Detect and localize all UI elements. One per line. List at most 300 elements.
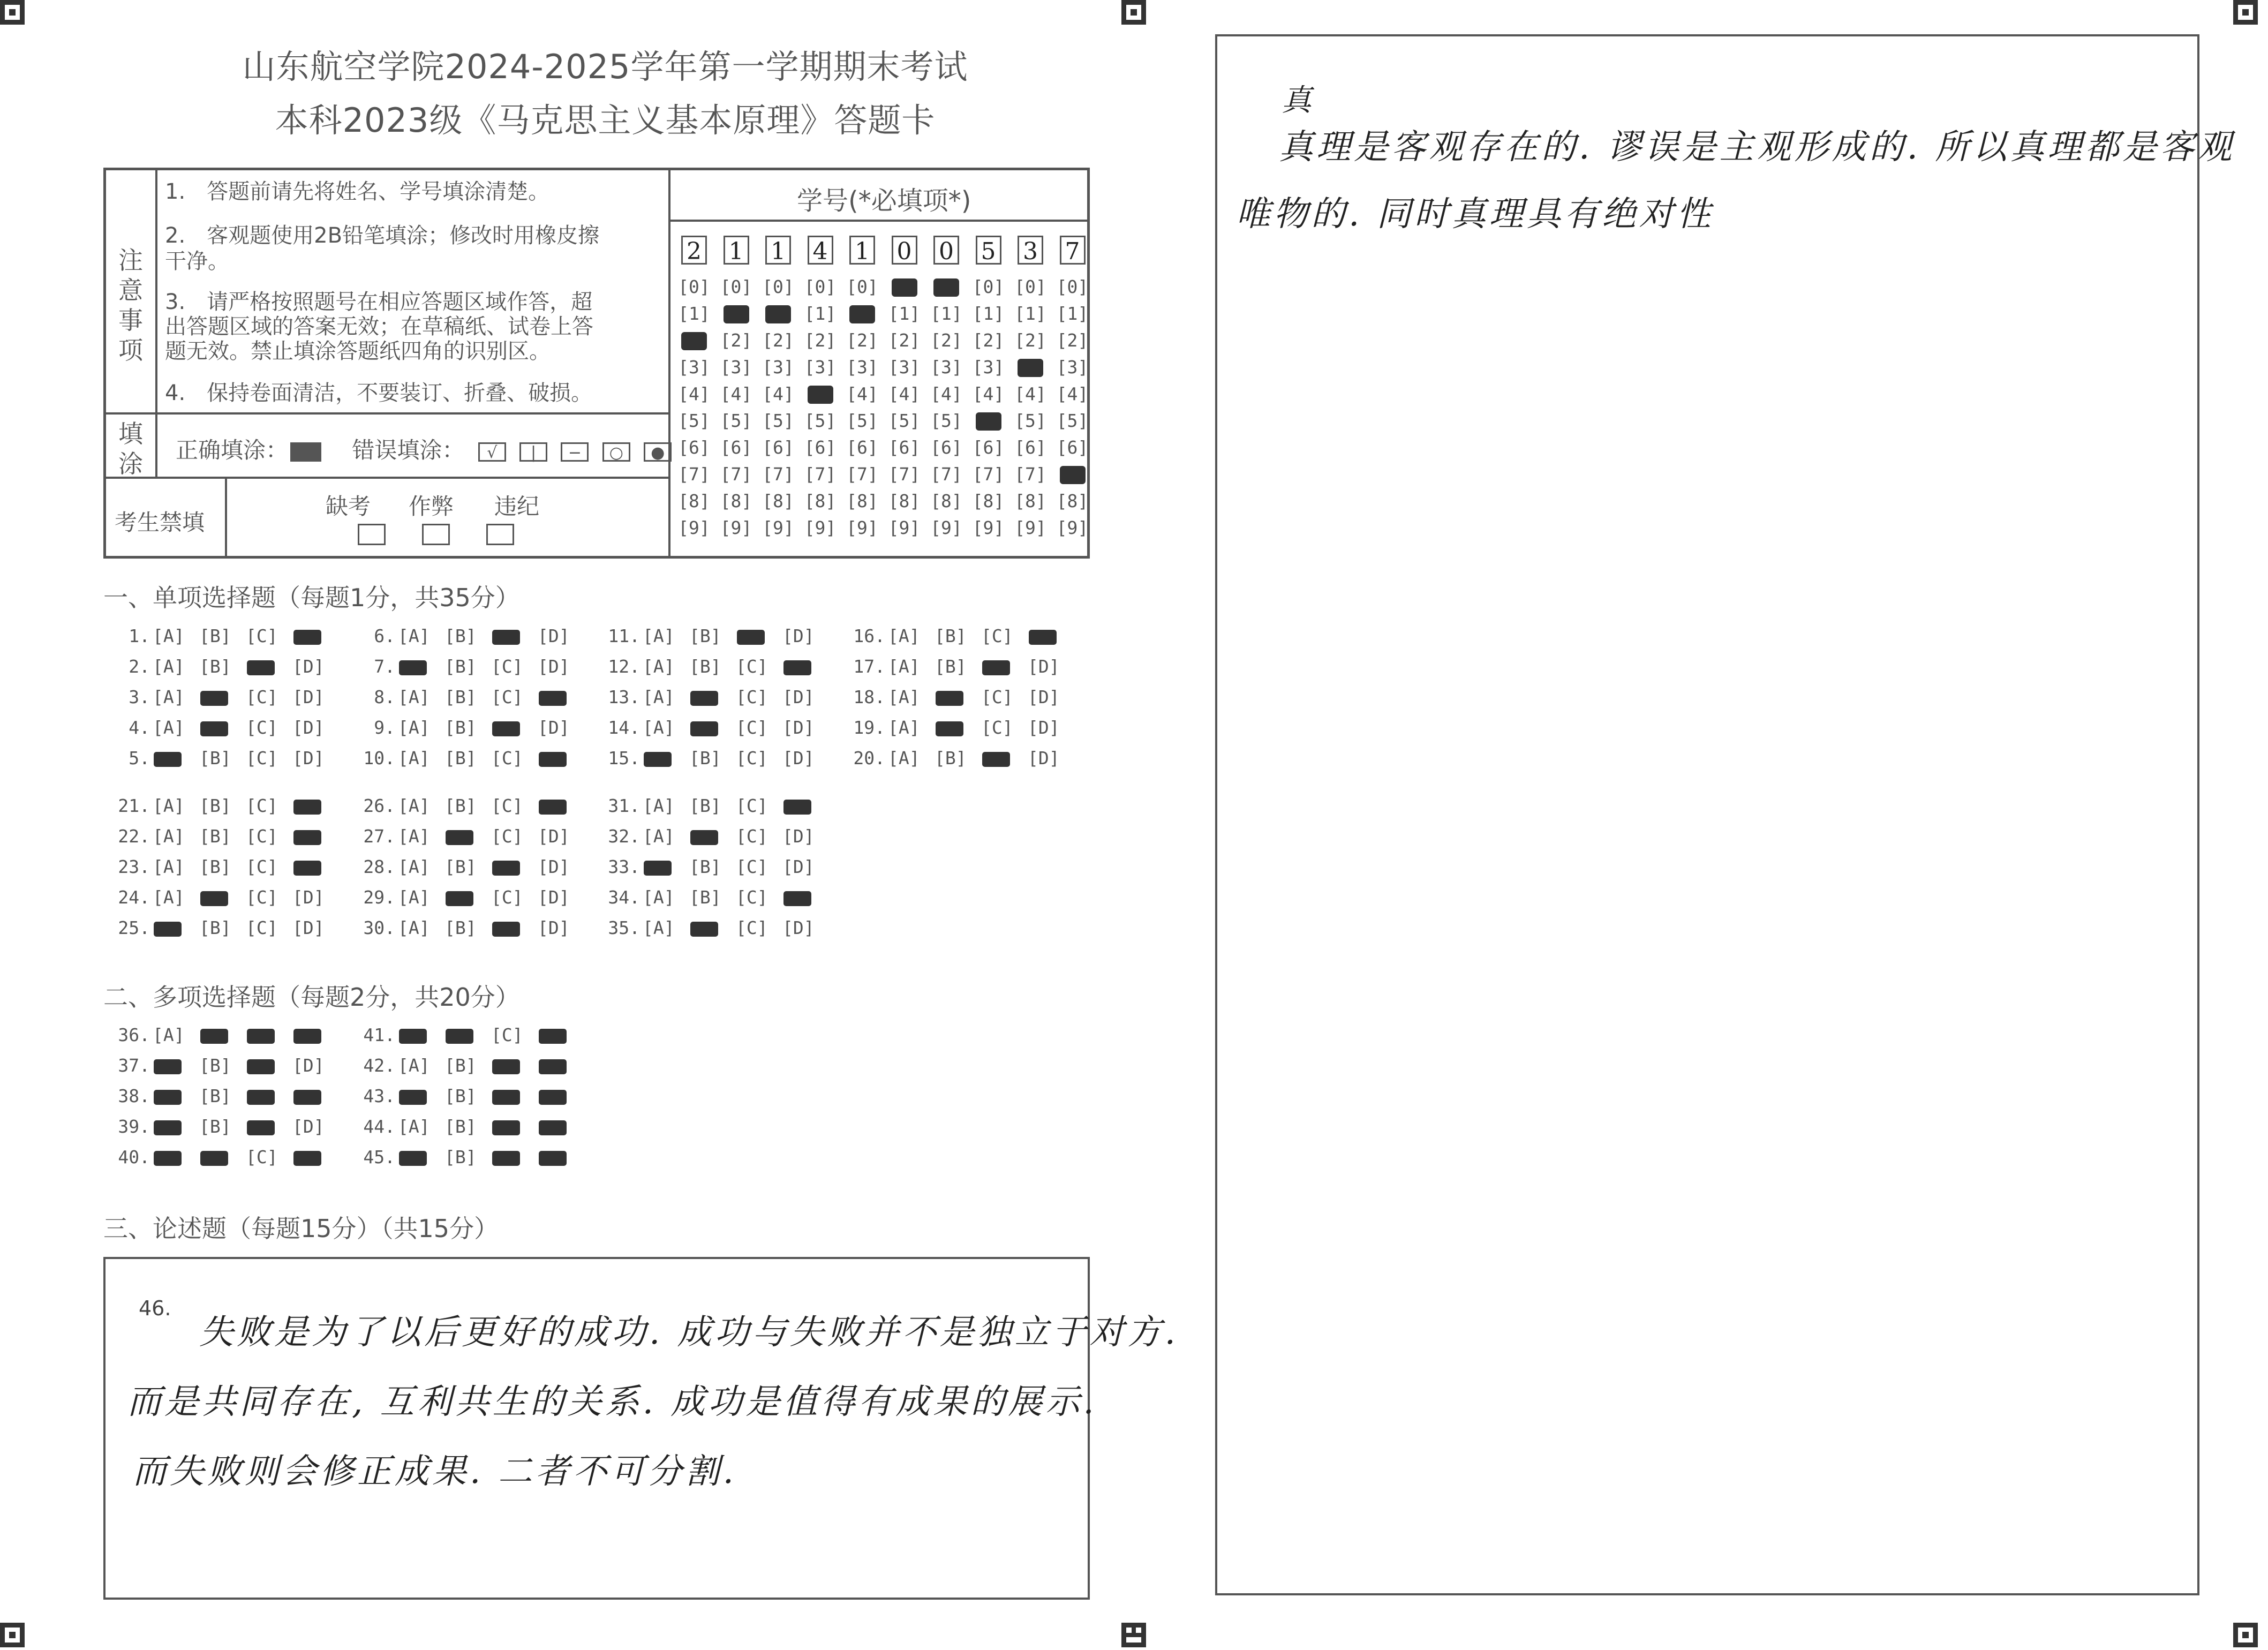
answer-bubble[interactable]: [D] — [538, 917, 570, 938]
answer-bubble-filled[interactable] — [200, 691, 228, 706]
student-id-bubble[interactable]: [7] — [804, 464, 837, 485]
answer-bubble[interactable]: [A] — [398, 626, 430, 646]
student-id-bubble[interactable]: [2] — [1056, 330, 1089, 351]
answer-bubble-filled[interactable] — [247, 660, 275, 675]
student-id-bubble[interactable]: [1] — [972, 303, 1005, 324]
answer-bubble[interactable]: [A] — [643, 656, 675, 677]
student-id-bubble[interactable]: [7] — [762, 464, 794, 485]
answer-bubble[interactable]: [D] — [782, 917, 815, 938]
answer-bubble-filled[interactable] — [690, 691, 718, 706]
question-number: 8. — [374, 687, 395, 707]
answer-bubble-filled[interactable] — [154, 922, 182, 937]
answer-bubble[interactable]: [B] — [444, 656, 477, 677]
student-id-bubble[interactable]: [7] — [846, 464, 878, 485]
answer-bubble[interactable]: [C] — [736, 826, 768, 847]
answer-bubble-filled[interactable] — [644, 861, 672, 876]
answer-bubble[interactable]: [C] — [491, 687, 523, 707]
forbidden-violation-box[interactable] — [486, 524, 514, 545]
student-id-bubble[interactable]: [9] — [888, 517, 921, 538]
student-id-bubble[interactable]: [5] — [720, 410, 752, 431]
answer-bubble[interactable]: [C] — [736, 856, 768, 877]
answer-bubble-filled[interactable] — [539, 1090, 567, 1105]
student-id-bubble-filled[interactable] — [765, 305, 791, 323]
answer-bubble[interactable]: [A] — [643, 626, 675, 646]
answer-bubble-filled[interactable] — [200, 721, 228, 736]
answer-bubble-filled[interactable] — [446, 1029, 473, 1044]
answer-bubble-filled[interactable] — [446, 891, 473, 906]
answer-bubble-filled[interactable] — [783, 800, 811, 815]
answer-bubble-filled[interactable] — [690, 721, 718, 736]
student-id-bubble[interactable]: [9] — [762, 517, 794, 538]
answer-bubble-filled[interactable] — [247, 1059, 275, 1074]
student-id-bubble[interactable]: [1] — [1056, 303, 1089, 324]
student-id-bubble[interactable]: [2] — [804, 330, 837, 351]
student-id-bubble[interactable]: [6] — [888, 437, 921, 458]
answer-bubble-filled[interactable] — [783, 891, 811, 906]
student-id-bubble[interactable]: [3] — [972, 357, 1005, 378]
student-id-bubble[interactable]: [5] — [762, 410, 794, 431]
answer-bubble-filled[interactable] — [492, 861, 520, 876]
answer-bubble[interactable]: [B] — [935, 656, 967, 677]
student-id-bubble[interactable]: [8] — [804, 491, 837, 511]
answer-bubble[interactable]: [A] — [398, 1055, 430, 1076]
answer-bubble-filled[interactable] — [200, 891, 228, 906]
student-id-bubble[interactable]: [9] — [1014, 517, 1046, 538]
answer-bubble[interactable]: [B] — [689, 626, 721, 646]
student-id-bubble[interactable]: [5] — [888, 410, 921, 431]
answer-bubble-filled[interactable] — [492, 630, 520, 645]
answer-bubble[interactable]: [C] — [246, 687, 278, 707]
answer-bubble[interactable]: [B] — [199, 656, 231, 677]
answer-bubble[interactable]: [D] — [782, 687, 815, 707]
answer-bubble-filled[interactable] — [783, 660, 811, 675]
student-id-bubble[interactable]: [3] — [930, 357, 962, 378]
student-id-bubble[interactable]: [1] — [930, 303, 962, 324]
answer-bubble[interactable]: [A] — [643, 887, 675, 908]
student-id-bubble-filled[interactable] — [681, 332, 707, 350]
answer-bubble[interactable]: [C] — [736, 887, 768, 908]
answer-bubble[interactable]: [B] — [444, 1147, 477, 1167]
answer-bubble-filled[interactable] — [154, 1059, 182, 1074]
answer-bubble-filled[interactable] — [293, 800, 321, 815]
answer-bubble[interactable]: [D] — [1028, 717, 1060, 738]
student-id-bubble[interactable]: [3] — [804, 357, 837, 378]
answer-bubble[interactable]: [A] — [153, 795, 185, 816]
student-id-bubble[interactable]: [0] — [1014, 276, 1046, 297]
essay-line-3: 而失败则会修正成果. 二者不可分割. — [132, 1452, 737, 1491]
student-id-bubble[interactable]: [8] — [678, 491, 710, 511]
question-number: 11. — [608, 626, 640, 646]
answer-bubble[interactable]: [A] — [888, 687, 920, 707]
student-id-bubble[interactable]: [6] — [804, 437, 837, 458]
answer-bubble[interactable]: [B] — [444, 1116, 477, 1137]
answer-bubble[interactable]: [C] — [246, 1147, 278, 1167]
answer-bubble[interactable]: [B] — [689, 795, 721, 816]
answer-bubble-filled[interactable] — [399, 660, 427, 675]
answer-bubble-filled[interactable] — [690, 922, 718, 937]
answer-bubble-filled[interactable] — [492, 1059, 520, 1074]
student-id-bubble[interactable]: [8] — [846, 491, 878, 511]
student-id-bubble-filled[interactable] — [849, 305, 875, 323]
answer-bubble[interactable]: [D] — [538, 856, 570, 877]
answer-bubble[interactable]: [D] — [782, 826, 815, 847]
answer-bubble[interactable]: [B] — [199, 1086, 231, 1106]
student-id-bubble[interactable]: [6] — [762, 437, 794, 458]
answer-bubble[interactable]: [A] — [153, 856, 185, 877]
answer-bubble[interactable]: [A] — [888, 656, 920, 677]
answer-bubble[interactable]: [D] — [782, 856, 815, 877]
student-id-bubble[interactable]: [4] — [1014, 383, 1046, 404]
student-id-bubble-filled[interactable] — [1060, 466, 1086, 484]
answer-bubble[interactable]: [B] — [444, 1055, 477, 1076]
student-id-bubble[interactable]: [0] — [972, 276, 1005, 297]
answer-bubble[interactable]: [B] — [199, 795, 231, 816]
answer-bubble[interactable]: [C] — [736, 748, 768, 769]
answer-bubble-filled[interactable] — [539, 1029, 567, 1044]
answer-bubble[interactable]: [C] — [246, 856, 278, 877]
answer-bubble[interactable]: [A] — [153, 656, 185, 677]
answer-bubble[interactable]: [C] — [736, 687, 768, 707]
answer-bubble-filled[interactable] — [293, 1090, 321, 1105]
answer-bubble-filled[interactable] — [1029, 630, 1057, 645]
student-id-bubble[interactable]: [7] — [678, 464, 710, 485]
answer-bubble[interactable]: [C] — [246, 917, 278, 938]
answer-bubble[interactable]: [A] — [643, 687, 675, 707]
answer-bubble[interactable]: [C] — [736, 717, 768, 738]
student-id-digit-5: 1 — [849, 236, 875, 265]
answer-bubble[interactable]: [A] — [643, 717, 675, 738]
answer-bubble[interactable]: [D] — [538, 717, 570, 738]
answer-bubble-filled[interactable] — [293, 861, 321, 876]
student-id-bubble[interactable]: [9] — [720, 517, 752, 538]
student-id-bubble[interactable]: [4] — [972, 383, 1005, 404]
student-id-bubble[interactable]: [6] — [930, 437, 962, 458]
answer-bubble[interactable]: [A] — [643, 795, 675, 816]
answer-bubble[interactable]: [B] — [689, 887, 721, 908]
answer-bubble[interactable]: [A] — [153, 687, 185, 707]
student-id-bubble[interactable]: [7] — [1014, 464, 1046, 485]
student-id-bubble[interactable]: [9] — [678, 517, 710, 538]
answer-bubble-filled[interactable] — [644, 752, 672, 767]
answer-bubble[interactable]: [C] — [246, 626, 278, 646]
answer-bubble[interactable]: [A] — [398, 795, 430, 816]
student-id-bubble[interactable]: [2] — [1014, 330, 1046, 351]
answer-bubble[interactable]: [D] — [292, 687, 325, 707]
answer-bubble[interactable]: [B] — [444, 748, 477, 769]
answer-bubble[interactable]: [D] — [1028, 748, 1060, 769]
answer-bubble[interactable]: [A] — [398, 887, 430, 908]
student-id-bubble[interactable]: [2] — [888, 330, 921, 351]
answer-bubble[interactable]: [C] — [981, 717, 1013, 738]
student-id-bubble[interactable]: [2] — [846, 330, 878, 351]
answer-bubble[interactable]: [A] — [153, 887, 185, 908]
student-id-bubble[interactable]: [2] — [930, 330, 962, 351]
answer-bubble[interactable]: [A] — [153, 826, 185, 847]
student-id-bubble[interactable]: [0] — [1056, 276, 1089, 297]
answer-bubble[interactable]: [C] — [981, 687, 1013, 707]
student-id-bubble[interactable]: [2] — [762, 330, 794, 351]
question-number: 42. — [363, 1055, 395, 1076]
student-id-bubble[interactable]: [2] — [720, 330, 752, 351]
student-id-bubble[interactable]: [9] — [930, 517, 962, 538]
student-id-bubble[interactable]: [8] — [762, 491, 794, 511]
answer-bubble[interactable]: [C] — [736, 917, 768, 938]
student-id-bubble[interactable]: [9] — [804, 517, 837, 538]
student-id-bubble[interactable]: [8] — [930, 491, 962, 511]
student-id-bubble[interactable]: [7] — [888, 464, 921, 485]
student-id-bubble[interactable]: [6] — [846, 437, 878, 458]
answer-bubble[interactable]: [B] — [444, 917, 477, 938]
answer-bubble-filled[interactable] — [200, 1151, 228, 1166]
student-id-bubble[interactable]: [9] — [846, 517, 878, 538]
student-id-bubble-filled[interactable] — [1018, 359, 1043, 377]
answer-bubble[interactable]: [A] — [888, 748, 920, 769]
question-number: 41. — [363, 1024, 395, 1045]
student-id-bubble[interactable]: [0] — [846, 276, 878, 297]
wrong-mark-check: √ — [478, 442, 506, 462]
answer-bubble[interactable]: [B] — [444, 795, 477, 816]
student-id-bubble[interactable]: [3] — [720, 357, 752, 378]
answer-bubble[interactable]: [B] — [935, 748, 967, 769]
answer-bubble[interactable]: [B] — [444, 626, 477, 646]
answer-bubble[interactable]: [A] — [398, 826, 430, 847]
answer-bubble[interactable]: [D] — [292, 917, 325, 938]
answer-bubble[interactable]: [D] — [292, 656, 325, 677]
answer-bubble[interactable]: [C] — [491, 795, 523, 816]
student-id-bubble[interactable]: [3] — [846, 357, 878, 378]
answer-bubble-filled[interactable] — [154, 752, 182, 767]
answer-bubble[interactable]: [D] — [538, 887, 570, 908]
student-id-bubble[interactable]: [7] — [972, 464, 1005, 485]
answer-bubble-filled[interactable] — [154, 1120, 182, 1135]
answer-bubble[interactable]: [B] — [199, 626, 231, 646]
student-id-bubble[interactable]: [8] — [1056, 491, 1089, 511]
answer-bubble-filled[interactable] — [539, 752, 567, 767]
student-id-bubble[interactable]: [3] — [888, 357, 921, 378]
answer-bubble[interactable]: [D] — [782, 717, 815, 738]
student-id-bubble[interactable]: [6] — [972, 437, 1005, 458]
answer-bubble[interactable]: [D] — [538, 826, 570, 847]
answer-bubble[interactable]: [D] — [782, 748, 815, 769]
answer-bubble-filled[interactable] — [539, 1120, 567, 1135]
student-id-bubble[interactable]: [0] — [762, 276, 794, 297]
student-id-bubble[interactable]: [9] — [972, 517, 1005, 538]
answer-bubble[interactable]: [D] — [292, 748, 325, 769]
student-id-bubble[interactable]: [3] — [762, 357, 794, 378]
student-id-bubble-filled[interactable] — [808, 386, 833, 404]
answer-bubble[interactable]: [B] — [444, 717, 477, 738]
answer-bubble[interactable]: [C] — [491, 656, 523, 677]
student-id-bubble[interactable]: [0] — [678, 276, 710, 297]
student-id-bubble[interactable]: [6] — [720, 437, 752, 458]
answer-bubble[interactable]: [A] — [398, 1116, 430, 1137]
answer-bubble[interactable]: [D] — [1028, 687, 1060, 707]
student-id-bubble[interactable]: [5] — [678, 410, 710, 431]
answer-bubble[interactable]: [C] — [981, 626, 1013, 646]
student-id-bubble-filled[interactable] — [892, 278, 917, 297]
student-id-bubble[interactable]: [5] — [1056, 410, 1089, 431]
info-box — [103, 168, 1090, 559]
answer-bubble[interactable]: [A] — [398, 687, 430, 707]
corner-marker-bottom-left — [0, 1623, 25, 1647]
answer-bubble-filled[interactable] — [936, 691, 963, 706]
student-id-bubble[interactable]: [8] — [972, 491, 1005, 511]
answer-bubble-filled[interactable] — [982, 752, 1010, 767]
answer-bubble[interactable]: [B] — [199, 917, 231, 938]
answer-bubble[interactable]: [B] — [199, 1116, 231, 1137]
student-id-bubble[interactable]: [3] — [1056, 357, 1089, 378]
answer-bubble[interactable]: [A] — [153, 717, 185, 738]
answer-bubble-filled[interactable] — [539, 1151, 567, 1166]
student-id-bubble[interactable]: [4] — [720, 383, 752, 404]
answer-bubble[interactable]: [D] — [538, 626, 570, 646]
answer-bubble-filled[interactable] — [247, 1090, 275, 1105]
student-id-bubble[interactable]: [1] — [1014, 303, 1046, 324]
answer-bubble[interactable]: [A] — [398, 917, 430, 938]
student-id-bubble-filled[interactable] — [933, 278, 959, 297]
student-id-bubble[interactable]: [7] — [720, 464, 752, 485]
student-id-bubble[interactable]: [5] — [804, 410, 837, 431]
answer-bubble[interactable]: [C] — [491, 826, 523, 847]
student-id-bubble[interactable]: [8] — [1014, 491, 1046, 511]
student-id-bubble[interactable]: [1] — [888, 303, 921, 324]
student-id-bubble[interactable]: [4] — [762, 383, 794, 404]
answer-bubble[interactable]: [D] — [292, 887, 325, 908]
answer-bubble[interactable]: [D] — [292, 1116, 325, 1137]
answer-bubble[interactable]: [D] — [538, 656, 570, 677]
student-id-bubble[interactable]: [3] — [678, 357, 710, 378]
answer-bubble[interactable]: [C] — [491, 1024, 523, 1045]
answer-bubble[interactable]: [A] — [888, 626, 920, 646]
answer-bubble[interactable]: [D] — [292, 717, 325, 738]
answer-bubble-filled[interactable] — [539, 800, 567, 815]
answer-bubble-filled[interactable] — [446, 830, 473, 845]
answer-bubble[interactable]: [B] — [444, 856, 477, 877]
extra-answer-box[interactable] — [1215, 34, 2235, 1595]
answer-bubble[interactable]: [D] — [1028, 656, 1060, 677]
answer-bubble[interactable]: [B] — [689, 656, 721, 677]
answer-bubble[interactable]: [C] — [491, 887, 523, 908]
student-id-bubble[interactable]: [8] — [888, 491, 921, 511]
answer-bubble[interactable]: [A] — [888, 717, 920, 738]
answer-bubble[interactable]: [B] — [199, 856, 231, 877]
student-id-bubble[interactable]: [4] — [930, 383, 962, 404]
answer-bubble[interactable]: [A] — [643, 826, 675, 847]
answer-bubble-filled[interactable] — [492, 1120, 520, 1135]
answer-bubble-filled[interactable] — [399, 1151, 427, 1166]
student-id-bubble[interactable]: [7] — [930, 464, 962, 485]
answer-bubble-filled[interactable] — [399, 1090, 427, 1105]
answer-bubble-filled[interactable] — [154, 1090, 182, 1105]
answer-bubble-filled[interactable] — [690, 830, 718, 845]
answer-bubble[interactable]: [C] — [736, 656, 768, 677]
answer-bubble[interactable]: [B] — [199, 826, 231, 847]
question-number: 29. — [363, 887, 395, 908]
answer-bubble[interactable]: [B] — [199, 1055, 231, 1076]
answer-bubble[interactable]: [B] — [689, 856, 721, 877]
student-id-bubble[interactable]: [6] — [678, 437, 710, 458]
answer-bubble-filled[interactable] — [154, 1151, 182, 1166]
answer-bubble-filled[interactable] — [293, 1029, 321, 1044]
answer-bubble[interactable]: [B] — [444, 1086, 477, 1106]
answer-bubble-filled[interactable] — [936, 721, 963, 736]
student-id-bubble[interactable]: [4] — [888, 383, 921, 404]
answer-bubble[interactable]: [C] — [246, 887, 278, 908]
student-id-bubble[interactable]: [5] — [930, 410, 962, 431]
answer-bubble[interactable]: [B] — [444, 687, 477, 707]
answer-bubble[interactable]: [B] — [689, 748, 721, 769]
answer-bubble-filled[interactable] — [737, 630, 765, 645]
student-id-bubble[interactable]: [0] — [804, 276, 837, 297]
student-id-bubble[interactable]: [4] — [1056, 383, 1089, 404]
essay-answer-box[interactable] — [103, 1257, 1179, 1600]
answer-bubble[interactable]: [A] — [398, 717, 430, 738]
question-number: 23. — [118, 856, 150, 877]
answer-bubble[interactable]: [C] — [246, 795, 278, 816]
answer-bubble-filled[interactable] — [247, 1029, 275, 1044]
answer-bubble-filled[interactable] — [293, 830, 321, 845]
student-id-bubble[interactable]: [5] — [846, 410, 878, 431]
answer-bubble-filled[interactable] — [492, 922, 520, 937]
answer-bubble[interactable]: [C] — [246, 717, 278, 738]
forbidden-cheat-box[interactable] — [422, 524, 450, 545]
answer-bubble-filled[interactable] — [399, 1029, 427, 1044]
student-id-bubble[interactable]: [4] — [846, 383, 878, 404]
answer-bubble-filled[interactable] — [293, 1151, 321, 1166]
question-number: 32. — [608, 826, 640, 847]
student-id-bubble-filled[interactable] — [724, 305, 749, 323]
student-id-bubble[interactable]: [5] — [1014, 410, 1046, 431]
student-id-bubble[interactable]: [9] — [1056, 517, 1089, 538]
answer-bubble[interactable]: [A] — [398, 748, 430, 769]
answer-bubble[interactable]: [C] — [736, 795, 768, 816]
answer-bubble-filled[interactable] — [247, 1120, 275, 1135]
answer-bubble[interactable]: [B] — [935, 626, 967, 646]
answer-bubble[interactable]: [A] — [398, 856, 430, 877]
answer-bubble-filled[interactable] — [492, 721, 520, 736]
answer-bubble[interactable]: [A] — [643, 917, 675, 938]
answer-bubble[interactable]: [A] — [153, 1024, 185, 1045]
answer-bubble-filled[interactable] — [539, 1059, 567, 1074]
answer-bubble-filled[interactable] — [982, 660, 1010, 675]
answer-bubble[interactable]: [C] — [246, 826, 278, 847]
forbidden-absent-box[interactable] — [358, 524, 386, 545]
student-id-bubble[interactable]: [6] — [1014, 437, 1046, 458]
answer-bubble[interactable]: [B] — [199, 748, 231, 769]
answer-bubble-filled[interactable] — [200, 1029, 228, 1044]
answer-bubble-filled[interactable] — [492, 1090, 520, 1105]
corner-marker-bottom-middle — [1121, 1623, 1146, 1647]
answer-bubble[interactable]: [D] — [292, 1055, 325, 1076]
forbidden-cheat-label: 作弊 — [409, 493, 454, 519]
student-id-bubble[interactable]: [1] — [804, 303, 837, 324]
student-id-bubble[interactable]: [0] — [720, 276, 752, 297]
answer-bubble-filled[interactable] — [492, 1151, 520, 1166]
answer-bubble[interactable]: [C] — [491, 748, 523, 769]
answer-bubble[interactable]: [A] — [153, 626, 185, 646]
answer-bubble[interactable]: [C] — [246, 748, 278, 769]
multi-choice-heading: 二、多项选择题（每题2分，共20分） — [103, 983, 520, 1012]
student-id-bubble[interactable]: [8] — [720, 491, 752, 511]
student-id-bubble[interactable]: [6] — [1056, 437, 1089, 458]
student-id-bubble[interactable]: [4] — [678, 383, 710, 404]
answer-bubble-filled[interactable] — [539, 691, 567, 706]
answer-bubble-filled[interactable] — [293, 630, 321, 645]
student-id-bubble[interactable]: [1] — [678, 303, 710, 324]
answer-bubble[interactable]: [D] — [782, 626, 815, 646]
student-id-bubble[interactable]: [2] — [972, 330, 1005, 351]
student-id-bubble-filled[interactable] — [976, 412, 1001, 431]
